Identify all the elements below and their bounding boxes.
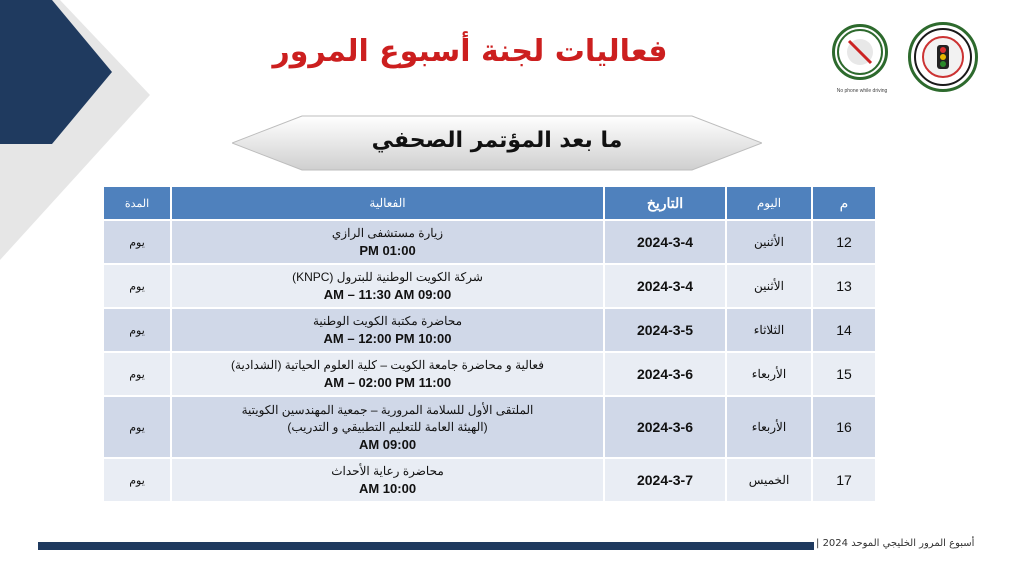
row-date: 2024-3-6	[604, 396, 726, 458]
table-header-row	[103, 186, 876, 220]
header-day: اليوم	[726, 186, 812, 220]
activity-time: 10:00 AM – 12:00 PM	[323, 331, 452, 346]
footer-text: أسبوع المرور الخليجي الموحد 2024 |	[816, 538, 975, 549]
row-duration: يوم	[103, 352, 171, 396]
activity-time: 09:00 AM	[358, 436, 417, 452]
activity-text: فعالية و محاضرة جامعة الكويت – كلية العلوم الحياتية (الشدادية)	[231, 358, 544, 372]
table-row	[103, 308, 876, 352]
row-date: 2024-3-7	[604, 458, 726, 502]
row-activity	[171, 352, 604, 396]
row-date: 2024-3-6	[604, 352, 726, 396]
footer-bar	[38, 542, 814, 550]
subtitle: ما بعد المؤتمر الصحفي	[371, 128, 623, 153]
row-duration: يوم	[103, 396, 171, 458]
table-row	[103, 220, 876, 264]
header-date: التاريخ	[604, 186, 726, 220]
activity-time: 09:00 AM – 11:30 AM	[323, 287, 452, 302]
row-activity	[171, 220, 604, 264]
row-day: الأربعاء	[726, 352, 812, 396]
activity-text: محاضرة رعاية الأحداث	[331, 464, 444, 478]
no-phone-driving-logo	[832, 24, 888, 80]
row-activity	[171, 308, 604, 352]
row-number: 15	[812, 352, 876, 396]
row-day: الخميس	[726, 458, 812, 502]
row-activity	[171, 458, 604, 502]
header-number: م	[812, 186, 876, 220]
activity-text: شركة الكويت الوطنية للبترول (KNPC)	[292, 270, 483, 284]
row-number: 16	[812, 396, 876, 458]
header-duration: المدة	[103, 186, 171, 220]
activity-text: محاضرة مكتبة الكويت الوطنية	[312, 314, 462, 328]
row-number: 13	[812, 264, 876, 308]
header-activity: الفعالية	[171, 186, 604, 220]
row-day: الأربعاء	[726, 396, 812, 458]
row-duration: يوم	[103, 308, 171, 352]
row-number: 12	[812, 220, 876, 264]
table-row	[103, 264, 876, 308]
row-duration: يوم	[103, 220, 171, 264]
activity-time: 11:00 AM – 02:00 PM	[323, 375, 452, 390]
row-activity	[171, 396, 604, 458]
page-title: فعاليات لجنة أسبوع المرور	[272, 34, 668, 69]
activity-time: 10:00 AM	[358, 481, 417, 496]
row-date: 2024-3-4	[604, 264, 726, 308]
table-row	[103, 458, 876, 502]
row-date: 2024-3-5	[604, 308, 726, 352]
events-table	[102, 185, 877, 503]
activity-text: الملتقى الأول للسلامة المرورية – جمعية المهندسين الكويتية	[241, 402, 534, 417]
row-day: الأثنين	[726, 264, 812, 308]
row-duration: يوم	[103, 264, 171, 308]
activity-text: (الهيئة العامة للتعليم التطبيقي و التدريب)	[287, 419, 488, 434]
table-row	[103, 352, 876, 396]
activity-text: زيارة مستشفى الرازي	[331, 226, 444, 240]
row-duration: يوم	[103, 458, 171, 502]
row-day: الأثنين	[726, 220, 812, 264]
activity-time: 01:00 PM	[359, 243, 416, 258]
table-row	[103, 396, 876, 458]
row-day: الثلاثاء	[726, 308, 812, 352]
row-number: 17	[812, 458, 876, 502]
traffic-department-logo	[908, 22, 978, 92]
logo-caption: No phone while driving	[836, 88, 888, 94]
row-date: 2024-3-4	[604, 220, 726, 264]
row-number: 14	[812, 308, 876, 352]
row-activity	[171, 264, 604, 308]
